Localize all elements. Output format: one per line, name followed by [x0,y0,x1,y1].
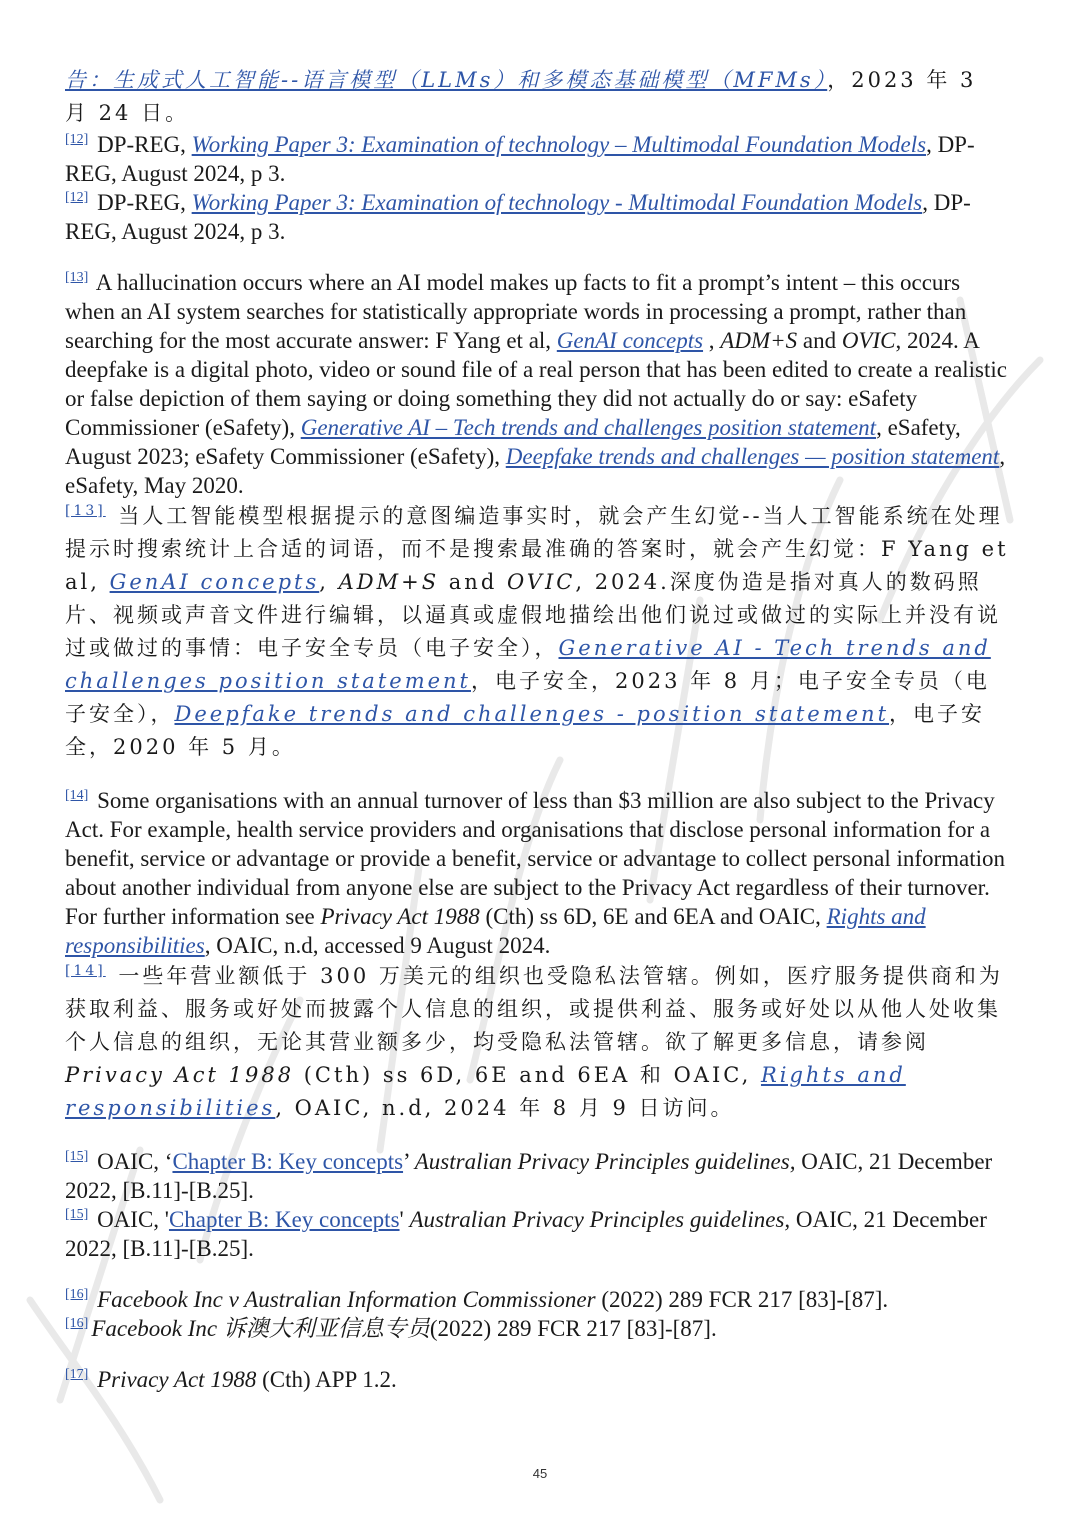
footnote-ref-15[interactable]: [15] [65,1207,89,1223]
spacer [65,1263,1010,1285]
working-paper-link[interactable]: Working Paper 3: Examination of technology – Multimodal Foundation Models [191,132,927,157]
footnote-ref-15[interactable]: [15] [65,1149,89,1165]
generative-ai-link[interactable]: Generative AI – Tech trends and challenges position statement [300,415,877,440]
footnote-12-en: [12] DP-REG, Working Paper 3: Examination of technology – Multimodal Foundation Models, DP-REG, August 2024, p 3. [65,132,975,186]
footnote-ref-16[interactable]: [16] [65,1316,89,1332]
rights-responsibilities-link[interactable]: Rights and responsibilities [65,904,926,958]
footnote-ref-12[interactable]: [12] [65,132,89,148]
footnote-17: [17] Privacy Act 1988 (Cth) APP 1.2. [65,1367,397,1392]
working-paper-link[interactable]: Working Paper 3: Examination of technology - Multimodal Foundation Models [191,190,923,215]
spacer [65,764,1010,786]
footnote-15-en: [15] OAIC, ‘Chapter B: Key concepts’ Australian Privacy Principles guidelines, OAIC, 21 December 2022, [B.11]-[B.25]. [65,1149,993,1203]
footnote-11-zh-continuation: 告：生成式人工智能--语言模型（LLMs）和多模态基础模型（MFMs），2023 年 3 月 24 日。 [65,68,977,125]
footnote-ref-16[interactable]: [16] [65,1287,89,1303]
page-number: 45 [532,1466,548,1481]
footnote-14-zh: [14] 一些年营业额低于 300 万美元的组织也受隐私法管辖。例如，医疗服务提供商和为获取利益、服务或好处而披露个人信息的组织，或提供利益、服务或好处以从他人处收集个人信息的组织，无论其营业额多少，均受隐私法管辖。欲了解更多信息，请参阅 Privacy Act 1988 (Cth) ss 6D, 6E and 6EA 和 OAIC, Rights and responsibilities, OAIC, n.d, 2024 年 8 月 9 日访问。 [65,963,1003,1120]
footnote-13-en: [13] A hallucination occurs where an AI model makes up facts to fit a prompt’s intent – this occurs when an AI system searches for statistically appropriate words in processing a prompt, rather than searching for the most accurate answer: F Yang et al, GenAI concepts , ADM+S and OVIC, 2024. A deepfake is a digital photo, video or sound file of a real person that has been edited to create a realistic or false depiction of them saying or doing something they did not actually do or say: eSafety Commissioner (eSafety), Generative AI – Tech trends and challenges position statement, eSafety, August 2023; eSafety Commissioner (eSafety), Deepfake trends and challenges — position statement, eSafety, May 2020. [65,270,1008,498]
footnote-12-zh: [12] DP-REG, Working Paper 3: Examination of technology - Multimodal Foundation Models, DP-REG, August 2024, p 3. [65,190,971,244]
footnote-ref-17[interactable]: [17] [65,1367,89,1383]
footnote-16-zh: [16] Facebook Inc 诉澳大利亚信息专员(2022) 289 FCR 217 [83]-[87]. [65,1316,717,1341]
footnote-ref-14[interactable]: [14] [65,963,106,979]
footnote-ref-13[interactable]: [13] [65,270,89,286]
footnote-ref-12[interactable]: [12] [65,190,89,206]
footnote-15-zh: [15] OAIC, 'Chapter B: Key concepts' Australian Privacy Principles guidelines, OAIC, 21 December 2022, [B.11]-[B.25]. [65,1207,987,1261]
footnote-14-en: [14] Some organisations with an annual turnover of less than $3 million are also subject to the Privacy Act. For example, health service providers and organisations that disclose personal information for a benefit, service or advantage or provide a benefit, service or advantage to collect personal information about another individual from anyone else are subject to the Privacy Act regardless of their turnover. For further information see Privacy Act 1988 (Cth) ss 6D, 6E and 6EA and OAIC, Rights and responsibilities, OAIC, n.d, accessed 9 August 2024. [65,788,1006,958]
genai-concepts-link[interactable]: GenAI concepts [109,570,320,594]
footnote-ref-14[interactable]: [14] [65,788,89,804]
chapter-b-link[interactable]: Chapter B: Key concepts [168,1207,400,1232]
deepfake-link[interactable]: Deepfake trends and challenges — position statement [505,444,1000,469]
footnotes [65,64,1010,1394]
deepfake-link[interactable]: Deepfake trends and challenges - position statement [174,702,890,726]
footnote-ref-13[interactable]: [13] [65,503,106,519]
spacer [65,1125,1010,1147]
rights-responsibilities-link[interactable]: Rights and responsibilities [65,1063,906,1120]
genai-concepts-link[interactable]: GenAI concepts [556,328,704,353]
footnote-13-zh: [13] 当人工智能模型根据提示的意图编造事实时，就会产生幻觉--当人工智能系统在处理提示时搜索统计上合适的词语，而不是搜索最准确的答案时，就会产生幻觉：F Yang et al, GenAI concepts, ADM+S and OVIC, 2024.深度伪造是指对真人的数码照片、视频或声音文件进行编辑，以逼真或虚假地描绘出他们说过或做过的实际上并没有说过或做过的事情：电子安全专员（电子安全），Generative AI - Tech trends and challenges position statement，电子安全，2023 年 8 月；电子安全专员（电子安全），Deepfake trends and challenges - position statement，电子安全，2020 年 5 月。 [65,503,1009,759]
spacer [65,246,1010,268]
chapter-b-link[interactable]: Chapter B: Key concepts [172,1149,404,1174]
spacer [65,1343,1010,1365]
report-link[interactable]: 告：生成式人工智能--语言模型（LLMs）和多模态基础模型（MFMs） [65,68,828,92]
generative-ai-link[interactable]: Generative AI - Tech trends and challenges position statement [65,636,991,693]
footnote-16-en: [16] Facebook Inc v Australian Information Commissioner (2022) 289 FCR 217 [83]-[87]. [65,1287,889,1312]
